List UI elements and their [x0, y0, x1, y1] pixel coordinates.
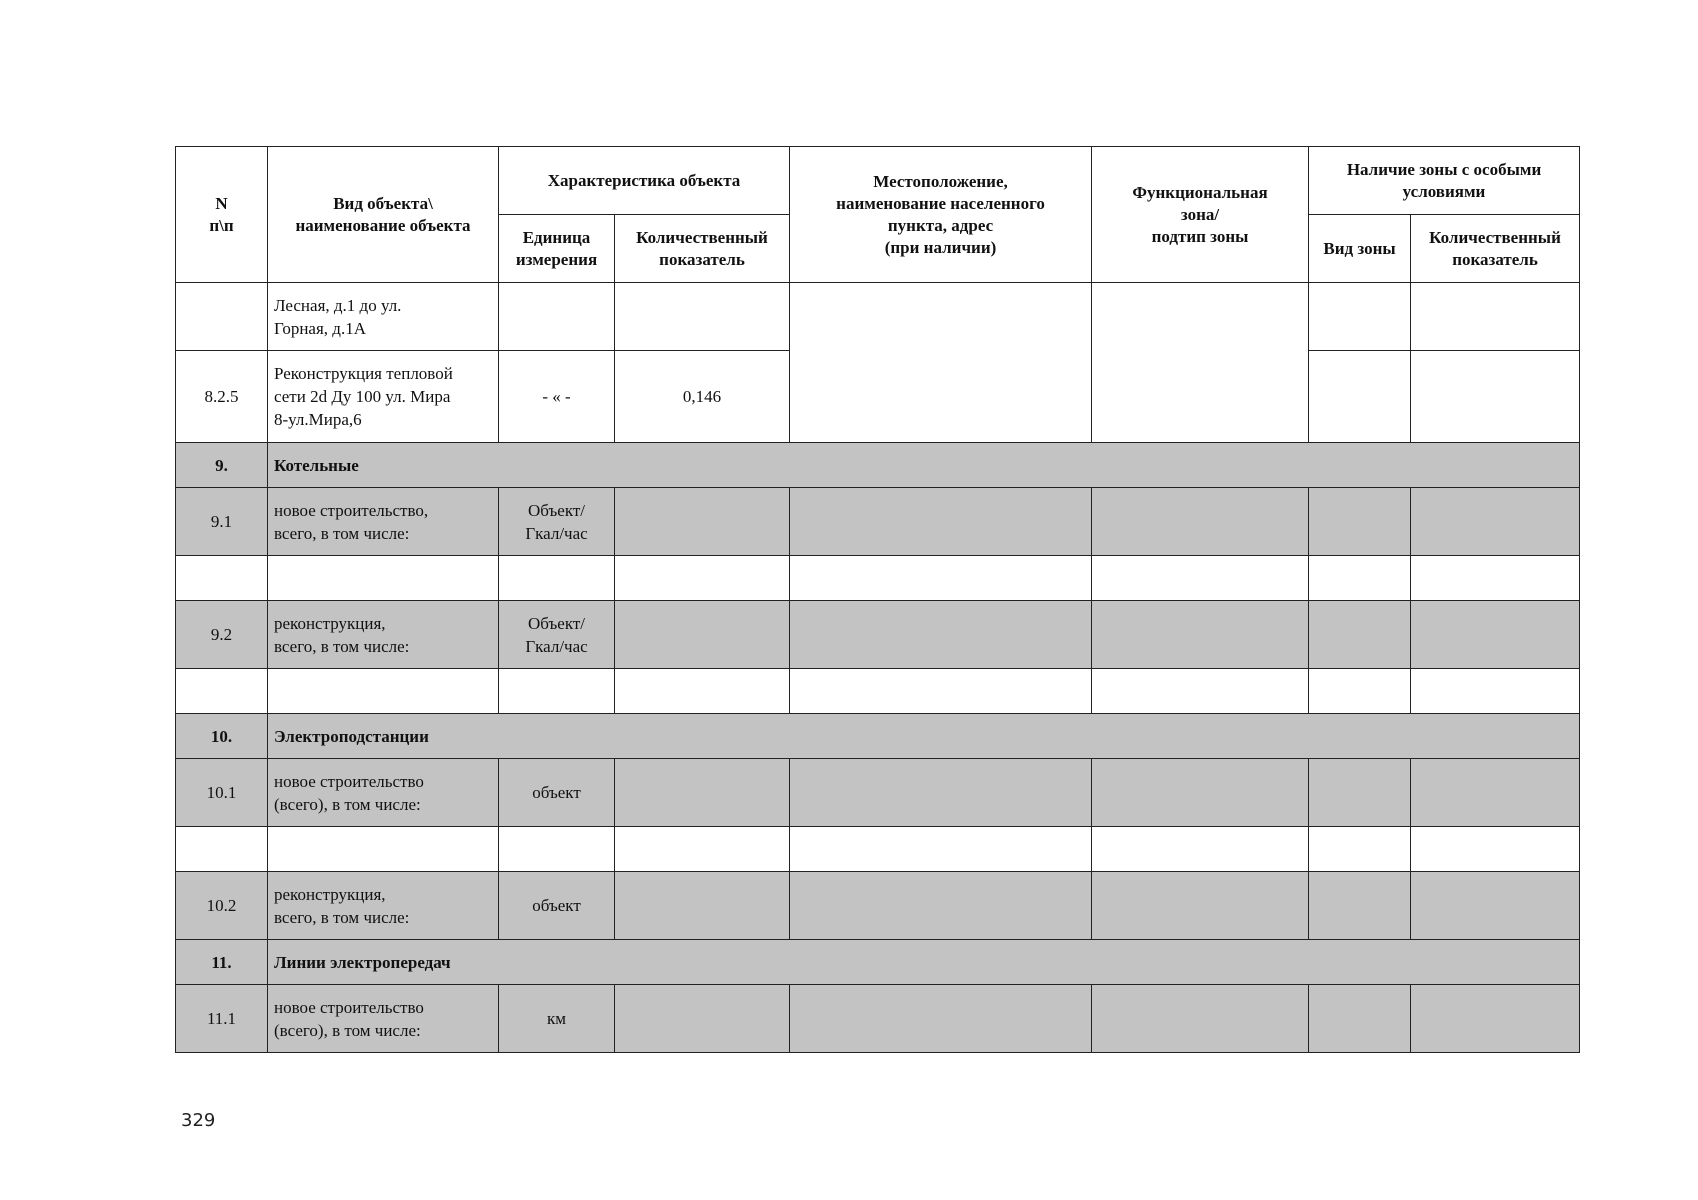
table-row: [176, 872, 1580, 940]
cell-unit: объект: [499, 872, 615, 940]
header-unit: Единица измерения: [499, 215, 615, 283]
cell-empty: [615, 827, 790, 872]
cell-empty: [268, 827, 499, 872]
cell-location: [790, 488, 1092, 556]
cell-zone-quantity: [1411, 985, 1580, 1053]
cell-empty: [499, 556, 615, 601]
cell-empty: [790, 669, 1092, 714]
cell-empty: [176, 669, 268, 714]
cell-empty: [176, 827, 268, 872]
page-number: 329: [181, 1110, 216, 1131]
section-title: Линии электропередач: [268, 940, 1580, 985]
cell-empty: [790, 556, 1092, 601]
table-row: [176, 985, 1580, 1053]
cell-empty: [1411, 556, 1580, 601]
table-row: [176, 759, 1580, 827]
cell-functional-zone: [1092, 759, 1309, 827]
header-characteristic: Характеристика объекта: [499, 147, 790, 215]
cell-functional-zone: [1092, 985, 1309, 1053]
cell-zone-kind: [1309, 283, 1411, 351]
cell-unit: Объект/ Гкал/час: [499, 601, 615, 669]
cell-empty: [790, 827, 1092, 872]
cell-empty: [1309, 669, 1411, 714]
cell-object-name: новое строительство, всего, в том числе:: [268, 488, 499, 556]
objects-table: [175, 146, 1580, 1053]
section-number: 11.: [176, 940, 268, 985]
cell-object-name: новое строительство (всего), в том числе:: [268, 759, 499, 827]
cell-empty: [1309, 556, 1411, 601]
cell-number: [176, 283, 268, 351]
cell-object-name: новое строительство (всего), в том числе:: [268, 985, 499, 1053]
cell-empty: [268, 556, 499, 601]
cell-unit: км: [499, 985, 615, 1053]
cell-functional-zone: [1092, 601, 1309, 669]
cell-location: [790, 759, 1092, 827]
cell-empty: [499, 827, 615, 872]
cell-zone-quantity: [1411, 351, 1580, 443]
table-row: [176, 601, 1580, 669]
header-quantity: Количественный показатель: [615, 215, 790, 283]
cell-empty: [1092, 556, 1309, 601]
header-location: Местоположение, наименование населенного пункта, адрес (при наличии): [790, 147, 1092, 283]
cell-empty: [615, 556, 790, 601]
cell-quantity: 0,146: [615, 351, 790, 443]
cell-quantity: [615, 872, 790, 940]
cell-zone-quantity: [1411, 759, 1580, 827]
cell-empty: [268, 669, 499, 714]
cell-number: 9.1: [176, 488, 268, 556]
cell-number: 10.2: [176, 872, 268, 940]
header-object-kind: Вид объекта\ наименование объекта: [268, 147, 499, 283]
cell-zone-kind: [1309, 601, 1411, 669]
header-number: N п\п: [176, 147, 268, 283]
cell-zone-kind: [1309, 759, 1411, 827]
cell-object-name: Реконструкция тепловой сети 2d Ду 100 ул. Мира 8-ул.Мира,6: [268, 351, 499, 443]
cell-empty: [1411, 669, 1580, 714]
cell-unit: Объект/ Гкал/час: [499, 488, 615, 556]
section-number: 10.: [176, 714, 268, 759]
cell-location: [790, 872, 1092, 940]
header-special-zone: Наличие зоны с особыми условиями: [1309, 147, 1580, 215]
cell-zone-quantity: [1411, 601, 1580, 669]
cell-unit: - « -: [499, 351, 615, 443]
cell-number: 9.2: [176, 601, 268, 669]
cell-location: [790, 601, 1092, 669]
cell-zone-quantity: [1411, 488, 1580, 556]
cell-empty: [176, 556, 268, 601]
section-row: [176, 940, 1580, 985]
table-row: [176, 827, 1580, 872]
cell-zone-kind: [1309, 872, 1411, 940]
section-row: [176, 714, 1580, 759]
cell-number: 8.2.5: [176, 351, 268, 443]
cell-object-name: реконструкция, всего, в том числе:: [268, 601, 499, 669]
cell-quantity: [615, 283, 790, 351]
cell-zone-quantity: [1411, 283, 1580, 351]
cell-functional-zone: [1092, 283, 1309, 443]
cell-number: 10.1: [176, 759, 268, 827]
header-zone-quantity: Количественный показатель: [1411, 215, 1580, 283]
cell-empty: [1092, 827, 1309, 872]
cell-zone-kind: [1309, 351, 1411, 443]
table-row: [176, 488, 1580, 556]
cell-object-name: Лесная, д.1 до ул. Горная, д.1А: [268, 283, 499, 351]
cell-empty: [1092, 669, 1309, 714]
cell-functional-zone: [1092, 872, 1309, 940]
cell-zone-quantity: [1411, 872, 1580, 940]
cell-location: [790, 985, 1092, 1053]
cell-object-name: реконструкция, всего, в том числе:: [268, 872, 499, 940]
cell-quantity: [615, 601, 790, 669]
cell-location: [790, 283, 1092, 443]
cell-quantity: [615, 488, 790, 556]
cell-unit: [499, 283, 615, 351]
cell-empty: [1309, 827, 1411, 872]
cell-quantity: [615, 985, 790, 1053]
cell-functional-zone: [1092, 488, 1309, 556]
section-number: 9.: [176, 443, 268, 488]
section-row: [176, 443, 1580, 488]
cell-empty: [615, 669, 790, 714]
cell-zone-kind: [1309, 488, 1411, 556]
table-row: [176, 283, 1580, 351]
cell-empty: [1411, 827, 1580, 872]
section-title: Электроподстанции: [268, 714, 1580, 759]
header-functional-zone: Функциональная зона/ подтип зоны: [1092, 147, 1309, 283]
cell-empty: [499, 669, 615, 714]
cell-quantity: [615, 759, 790, 827]
section-title: Котельные: [268, 443, 1580, 488]
cell-unit: объект: [499, 759, 615, 827]
header-zone-kind: Вид зоны: [1309, 215, 1411, 283]
cell-zone-kind: [1309, 985, 1411, 1053]
table-row: [176, 556, 1580, 601]
table-row: [176, 669, 1580, 714]
cell-number: 11.1: [176, 985, 268, 1053]
